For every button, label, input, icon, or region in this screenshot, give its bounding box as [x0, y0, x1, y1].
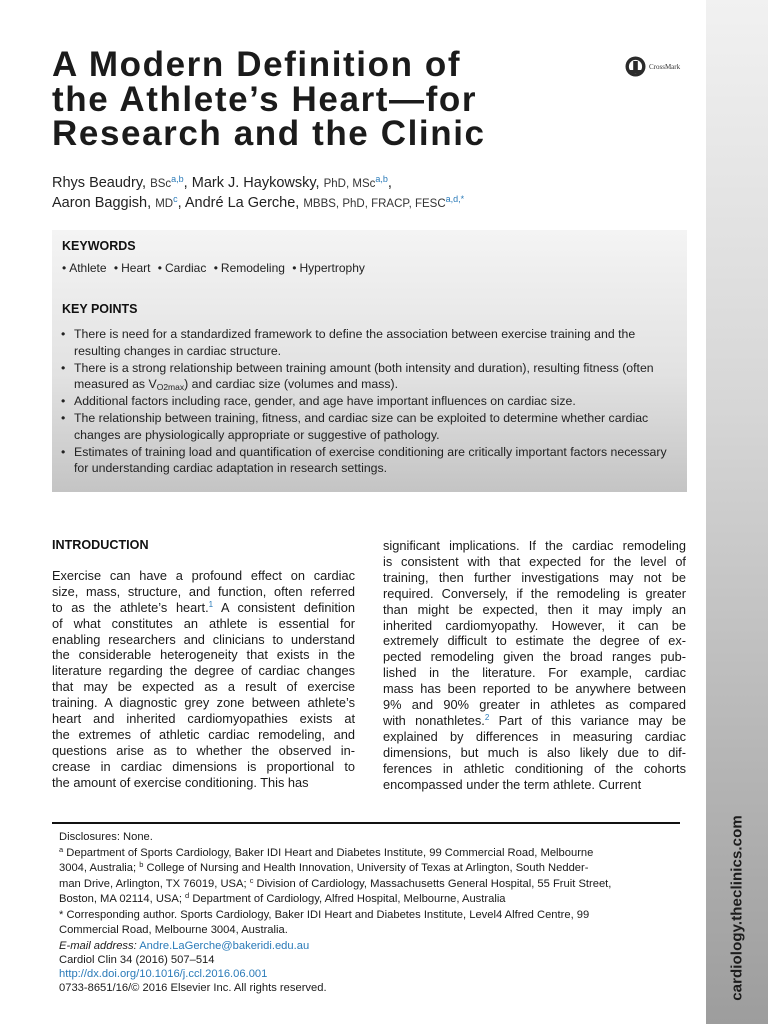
author-name: André La Gerche,: [184, 195, 300, 211]
affiliation-mark: c: [249, 875, 254, 885]
text-fragment: A consistent definition: [213, 599, 355, 615]
text-line: than might be expected, then it may imply an: [383, 601, 686, 617]
body-column-left: [52, 538, 355, 791]
affiliation-text: 3004, Australia;: [59, 862, 140, 874]
reference-marker[interactable]: 2: [484, 712, 490, 722]
text-line: training, then further investigations may not be: [383, 569, 686, 585]
title-line-1: A Modern Definition of: [52, 45, 462, 84]
affiliation-marker[interactable]: a,d,*: [445, 194, 465, 204]
key-points-list: [60, 326, 676, 477]
text-line: the considerable heterogeneity that exists in the: [52, 647, 355, 663]
article-title: [52, 45, 612, 153]
keyword-item: Athlete: [69, 261, 107, 275]
text-line: is consistent with that expected for the level of: [383, 553, 686, 569]
crossmark-label: CrossMark: [649, 62, 681, 71]
doi-link[interactable]: http://dx.doi.org/10.1016/j.ccl.2016.06.001: [59, 968, 268, 980]
affiliation-text: College of Nursing and Health Innovation, University of Texas at Arlington, South Nedder-: [143, 862, 589, 874]
keyword-list: [62, 261, 369, 275]
author-name: Mark J. Haykowsky,: [191, 175, 320, 191]
keyword-item: Remodeling: [220, 261, 285, 275]
author-line-2: Aaron Baggish, $MD^c$, André La Gerche, MBBS, PhD, FRACP, $FESC^{a,d,*}$: [52, 194, 465, 211]
affiliation-text: Boston, MA 02114, USA;: [59, 893, 186, 905]
affiliation-text: Division of Cardiology, Massachusetts General Hospital, 55 Fruit Street,: [253, 877, 612, 890]
email-label: E-mail address:: [59, 939, 137, 952]
affiliation-marker[interactable]: c: [173, 194, 178, 204]
corresponding-author: * Corresponding author. Sports Cardiology, Baker IDI Heart and Diabetes Institute, Level4 Alfred Centre, 99: [59, 908, 590, 921]
text-line: that may be expected as a result of exercise: [52, 679, 355, 695]
key-points-heading: KEY POINTS: [62, 302, 138, 316]
text-line: extremely difficult to estimate the degree of ex-: [383, 633, 686, 649]
affiliation-mark: b: [139, 860, 144, 869]
text-line: inherited cardiomyopathy. However, it can be: [383, 617, 686, 633]
reference-marker[interactable]: 1: [208, 599, 214, 609]
affiliation-marker[interactable]: a,b: [171, 174, 184, 184]
keyword-bullet: •: [292, 261, 297, 275]
text-line: pected remodeling given the broad ranges pub-: [383, 649, 686, 665]
title-line-2: the Athlete’s Heart—for: [52, 79, 478, 119]
text-line: training. A diagnostic grey zone between athlete’s: [52, 695, 355, 711]
affiliation-mark: a: [59, 844, 64, 854]
text-line: encompassed under the term athlete. Current: [383, 776, 642, 792]
title-line-3: Research and the Clinic: [52, 114, 486, 153]
text-line: the amount of exercise conditioning. This has: [52, 774, 309, 790]
text-line: crease in cardiac dimensions is proportional to: [52, 758, 355, 774]
text-fragment: with nonathletes.: [383, 712, 485, 728]
keyword-item: Cardiac: [165, 261, 207, 275]
footnote-divider: [52, 822, 680, 824]
introduction-heading: INTRODUCTION: [52, 538, 149, 552]
author-degree: PhD, MSc: [323, 178, 376, 190]
key-point-item: • The relationship between training, fitness, and cardiac size can be exploited to determine whether cardiac changes are physiologically appropriate or suggestive of pathology.: [60, 410, 676, 444]
corresponding-address: Commercial Road, Melbourne 3004, Australia.: [59, 924, 288, 936]
keyword-item: Heart: [121, 261, 151, 275]
affiliation-line: [59, 892, 681, 908]
text-line: literature regarding the degree of cardiac changes: [52, 663, 355, 679]
copyright: 0733-8651/16/© 2016 Elsevier Inc. All rights reserved.: [59, 982, 327, 994]
keyword-bullet: •: [213, 261, 218, 275]
keyword-bullet: •: [62, 261, 67, 275]
body-column-right: [383, 538, 686, 793]
text-line: size, mass, structure, and function, often referred: [52, 583, 355, 599]
crossmark-icon: [625, 56, 646, 77]
text-line: 9% and 90% greater in athletes as compared: [383, 697, 686, 713]
keywords-keypoints-box: [52, 230, 687, 492]
text-fragment: to as the athlete’s heart.: [52, 599, 209, 615]
key-point-item: • There is need for a standardized framework to define the association between exercise training and the resulting changes in cardiac structure.: [60, 326, 676, 360]
affiliation-text: Department of Cardiology, Alfred Hospital, Melbourne, Australia: [189, 893, 506, 905]
disclosures: Disclosures: None.: [59, 831, 153, 843]
affiliation-text: Department of Sports Cardiology, Baker IDI Heart and Diabetes Institute, 99 Commercial Road, Melbourne: [63, 846, 594, 859]
text-line: of what constitutes an athlete is essential for: [52, 615, 355, 631]
text-line: ferences in athletic conditioning of the cohorts: [383, 760, 686, 776]
key-point-item: • Estimates of training load and quantification of exercise conditioning are critically important factors necessary for understanding cardiac adaptation in research settings.: [60, 444, 676, 478]
author-line-1: Rhys Beaudry, BSc$^{a,b}$, Mark J. Haykowsky, PhD, MSc$^{a,b}$,: [52, 174, 392, 191]
author-degree: MD: [155, 198, 174, 210]
key-point-item: • Additional factors including race, gender, and age have important influences on cardiac size.: [60, 393, 676, 410]
text-line: [383, 713, 686, 729]
affiliation-marker[interactable]: a,b: [375, 174, 388, 184]
affiliation-mark: d: [185, 891, 190, 900]
key-point-subscript: O2max: [156, 382, 185, 393]
text-line: dimensions, but much is also likely due to dif-: [383, 744, 686, 760]
keyword-item: Hypertrophy: [299, 261, 365, 275]
journal-url[interactable]: cardiology.theclinics.com: [728, 815, 746, 1001]
text-line: [52, 600, 355, 616]
author-degree: MBBS, PhD, FRACP, FESC: [303, 198, 446, 210]
introduction-paragraph: [52, 568, 355, 791]
crossmark-badge[interactable]: [625, 56, 680, 77]
key-point-item: [60, 360, 676, 394]
affiliation-line: [59, 877, 681, 893]
author-name: Aaron Baggish,: [52, 195, 152, 211]
citation: Cardiol Clin 34 (2016) 507–514: [59, 954, 215, 966]
text-line: the extremes of athletic cardiac remodeling, and: [52, 726, 355, 742]
affiliation-line: [59, 846, 681, 862]
keyword-bullet: •: [113, 261, 119, 275]
publication-info: [59, 953, 327, 995]
text-line: heart and inherited cardiomyopathies exists at: [52, 711, 355, 727]
text-line: significant implications. If the cardiac remodeling: [383, 538, 686, 553]
affiliation-line: [59, 861, 681, 877]
key-point-text: There is a strong relationship between training amount (both intensity and duration), resulting fitness (often measured as V: [74, 360, 654, 392]
email-line: [59, 939, 681, 955]
text-line: enabling researchers and clinicians to understand: [52, 631, 355, 647]
text-line: explained by differences in measuring cardiac: [383, 728, 686, 744]
text-line: lished in the literature. For example, cardiac: [383, 665, 686, 681]
author-degree: BSc: [150, 178, 172, 190]
email-link[interactable]: Andre.LaGerche@bakeridi.edu.au: [139, 939, 310, 952]
keyword-bullet: •: [157, 261, 162, 275]
affiliation-text: man Drive, Arlington, TX 76019, USA;: [59, 877, 250, 890]
text-line: Exercise can have a profound effect on cardiac: [52, 567, 355, 583]
introduction-paragraph-continued: [383, 538, 686, 793]
text-line: required. Conversely, if the remodeling is greater: [383, 585, 686, 601]
key-point-text: ) and cardiac size (volumes and mass).: [184, 377, 399, 392]
footnotes: [59, 830, 681, 954]
keywords-heading: KEYWORDS: [62, 239, 136, 253]
text-line: questions arise as to whether the observed in-: [52, 742, 355, 758]
author-name: Rhys Beaudry,: [52, 175, 147, 191]
text-line: mass has been reported to be anywhere between: [383, 681, 686, 697]
author-list: [52, 174, 692, 214]
text-fragment: Part of this variance may be: [489, 712, 686, 728]
